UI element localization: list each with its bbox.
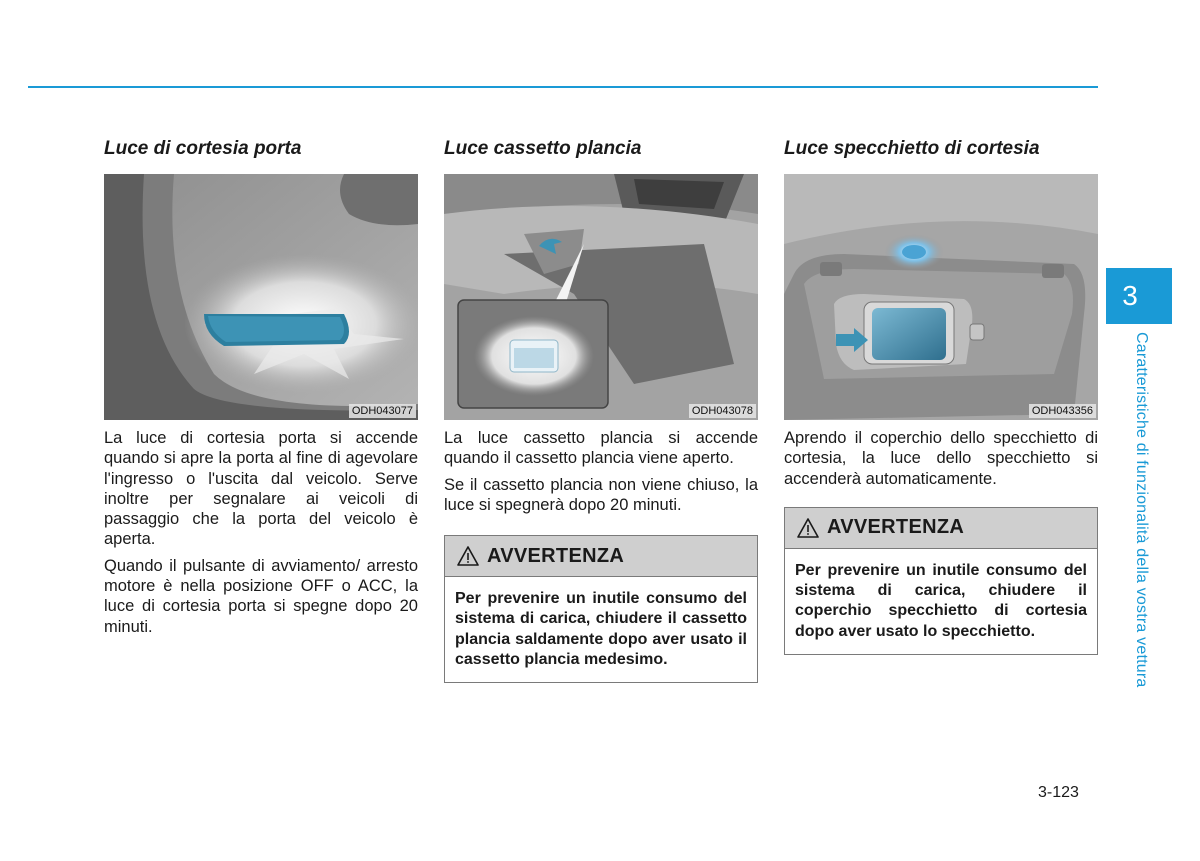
header-rule (28, 86, 1098, 88)
figure-code: ODH043356 (1029, 404, 1096, 418)
section-door-courtesy-light (104, 136, 418, 637)
section-title: Luce di cortesia porta (104, 138, 302, 159)
paragraph: La luce cassetto plancia si accende quando il cassetto plancia viene aperto. (444, 429, 758, 468)
chapter-number: 3 (1122, 280, 1138, 311)
warning-text: Per prevenire un inutile consumo del sistema di carica, chiudere il coperchio specchietto di cortesia dopo aver usato lo specchietto. (795, 561, 1087, 640)
warning-box (444, 535, 758, 683)
figure-code: ODH043078 (689, 404, 756, 418)
warning-triangle-icon (797, 518, 819, 538)
warning-triangle-icon (457, 546, 479, 566)
paragraph: Quando il pulsante di avviamento/ arresto motore è nella posizione OFF o ACC, la luce di cortesia porta si spegne dopo 20 minuti. (104, 556, 418, 636)
paragraph: La luce di cortesia porta si accende quando si apre la porta al fine di agevolare l'ingresso o l'uscita dal veicolo. Serve inoltre per segnalare ai veicoli di passaggio che la porta del veicolo è aperta. (104, 429, 418, 549)
chapter-tab (1106, 268, 1172, 324)
page-number: 3-123 (1038, 784, 1079, 801)
paragraph: Aprendo il coperchio dello specchietto di cortesia, la luce dello specchietto si accenderà automaticamente. (784, 429, 1098, 488)
section-title: Luce specchietto di cortesia (784, 138, 1040, 159)
door-light-figure (104, 174, 418, 420)
warning-title: AVVERTENZA (487, 544, 625, 567)
warning-header (785, 508, 1097, 549)
figure-code: ODH043077 (349, 404, 416, 418)
warning-header (445, 536, 757, 577)
warning-title: AVVERTENZA (827, 516, 965, 539)
paragraph: Se il cassetto plancia non viene chiuso, la luce si spegnerà dopo 20 minuti. (444, 475, 758, 514)
warning-box (784, 507, 1098, 655)
chapter-title: Caratteristiche di funzionalità della vostra vettura (1133, 332, 1150, 688)
warning-text: Per prevenire un inutile consumo del sistema di carica, chiudere il cassetto plancia saldamente dopo aver usato il cassetto plancia medesimo. (455, 590, 747, 669)
glovebox-light-figure (444, 174, 758, 420)
section-title: Luce cassetto plancia (444, 138, 642, 159)
section-vanity-mirror-light (784, 136, 1098, 655)
section-glovebox-light (444, 136, 758, 683)
vanity-mirror-figure (784, 174, 1098, 420)
